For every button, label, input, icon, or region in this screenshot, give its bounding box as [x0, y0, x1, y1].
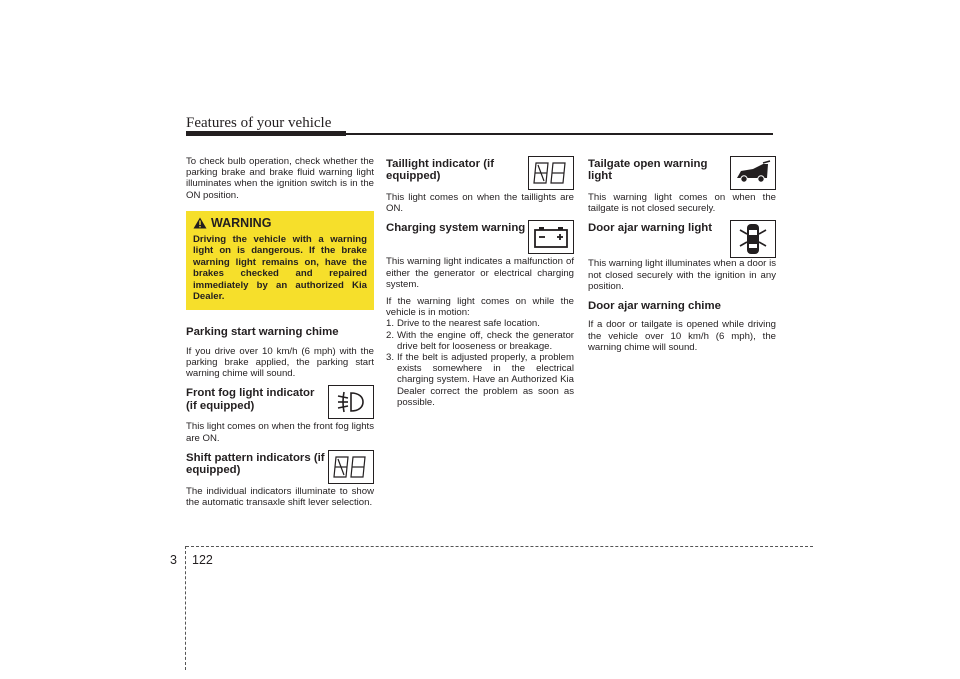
list-item: 2. With the engine off, check the generator drive belt for looseness or breakage.	[386, 329, 574, 352]
section-tailgate	[588, 156, 776, 214]
chapter-number: 3	[170, 553, 177, 567]
warning-triangle-icon	[193, 217, 207, 231]
shift-pattern-title: Shift pattern indicators (if equipped)	[186, 451, 325, 477]
charging-steps	[386, 318, 574, 408]
warning-heading	[193, 217, 367, 231]
door-ajar-light-text: This warning light illuminates when a door is not closed securely with the ignition in any position.	[588, 258, 776, 292]
battery-icon	[528, 220, 574, 254]
charging-text-1: This warning light indicates a malfunction of either the generator or electrical charging system.	[386, 256, 574, 290]
column-3	[588, 156, 776, 359]
fog-light-title: Front fog light indicator (if equipped)	[186, 387, 315, 412]
door-ajar-chime-title: Door ajar warning chime	[588, 300, 721, 313]
section-parking-chime	[186, 324, 374, 379]
section-charging	[386, 220, 574, 408]
tailgate-open-icon	[730, 156, 776, 190]
taillight-icon	[528, 156, 574, 190]
warning-label: WARNING	[211, 216, 272, 231]
parking-chime-text: If you drive over 10 km/h (6 mph) with the parking brake applied, the parking start warning chime will sound.	[186, 345, 374, 380]
fog-light-text: This light comes on when the front fog lights are ON.	[186, 421, 374, 444]
footer-rule	[186, 546, 813, 547]
tailgate-text: This warning light comes on when the tailgate is not closed securely.	[588, 192, 776, 215]
header-rule-thick	[186, 131, 346, 136]
list-item: 1. Drive to the nearest safe location.	[386, 318, 540, 330]
shift-pattern-text: The individual indicators illuminate to show the automatic transaxle shift lever selection.	[186, 485, 374, 509]
parking-chime-title: Parking start warning chime	[186, 326, 339, 339]
door-ajar-chime-text: If a door or tailgate is opened while driving the vehicle over 10 km/h (6 mph), the warning chime will sound.	[588, 319, 776, 353]
taillight-title: Taillight indicator (if equipped)	[386, 158, 494, 183]
column-2	[386, 156, 574, 414]
door-ajar-light-title: Door ajar warning light	[588, 222, 713, 235]
charging-title: Charging system warning	[386, 222, 526, 235]
warning-text: Driving the vehicle with a warning light on is dangerous. If the brake warning light remains on, have the brakes checked and repaired immediately by an authorized Kia Dealer.	[193, 234, 367, 303]
section-shift-pattern	[186, 450, 374, 508]
header-rule-thin	[346, 133, 773, 135]
tailgate-title: Tailgate open warning light	[588, 158, 708, 183]
footer-vertical-rule	[185, 546, 186, 670]
section-fog-light	[186, 385, 374, 443]
shift-pattern-icon	[328, 450, 374, 484]
page-header-title: Features of your vehicle	[186, 115, 332, 131]
charging-text-2: If the warning light comes on while the vehicle is in motion:	[386, 296, 574, 319]
section-door-ajar-chime	[588, 298, 776, 353]
page-number: 122	[192, 553, 213, 567]
column-1	[186, 156, 374, 514]
list-item: 3. If the belt is adjusted properly, a problem exists somewhere in the electrical charging system. Have an Authorized Kia Dealer correct the problem as soon as possible.	[386, 352, 574, 408]
section-door-ajar-light	[588, 220, 776, 292]
section-taillight	[386, 156, 574, 214]
door-ajar-icon	[730, 220, 776, 258]
front-fog-light-icon	[328, 385, 374, 419]
taillight-text: This light comes on when the taillights are ON.	[386, 192, 574, 215]
warning-box	[186, 211, 374, 311]
intro-paragraph: To check bulb operation, check whether the parking brake and brake fluid warning light illuminates when the ignition switch is in the ON position.	[186, 156, 374, 201]
